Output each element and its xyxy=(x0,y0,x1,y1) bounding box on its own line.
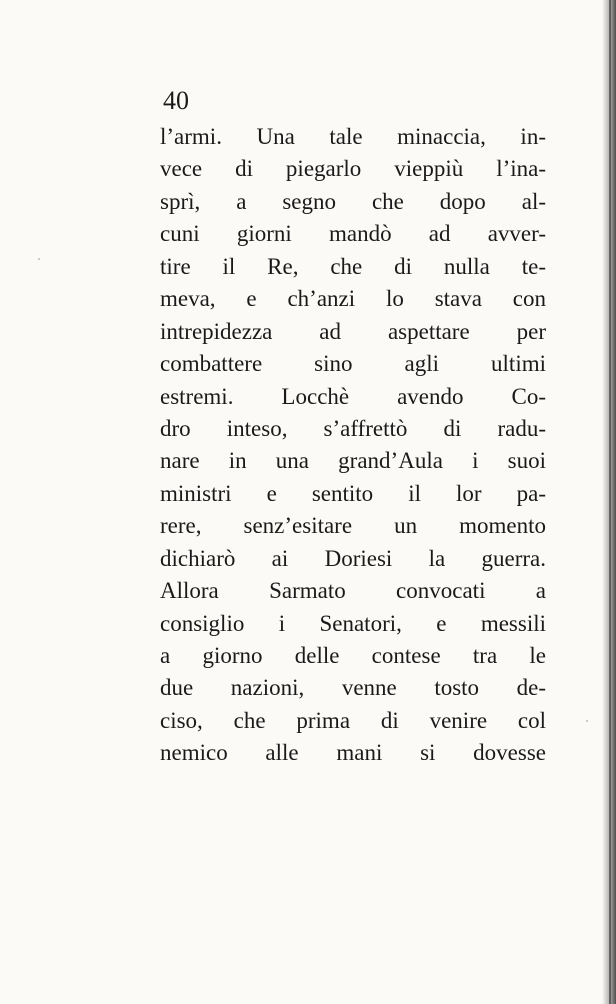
text-line: l’armi. Una tale minaccia, in- xyxy=(160,124,546,149)
text-line: nemico alle mani si dovesse xyxy=(160,740,546,766)
text-line: dichiarò ai Doriesi la guerra. xyxy=(160,545,546,571)
text-line: ministri e sentito il lor pa- xyxy=(160,480,546,506)
text-line: meva, e ch’anzi lo stava con xyxy=(160,286,546,312)
text-line: sprì, a segno che dopo al- xyxy=(160,188,546,214)
text-line: Allora Sarmato convocati a xyxy=(160,578,546,604)
paper-speck xyxy=(38,258,40,260)
text-line: consiglio i Senatori, e messili xyxy=(160,610,546,636)
text-line: estremi. Locchè avendo Co- xyxy=(160,383,546,409)
text-line: rere, senz’esitare un momento xyxy=(160,513,546,539)
text-line: intrepidezza ad aspettare per xyxy=(160,318,546,344)
page-number: 40 xyxy=(163,86,189,115)
text-line: vece di piegarlo vieppiù l’ina- xyxy=(160,156,546,182)
paper-speck xyxy=(586,720,588,722)
text-line: cuni giorni mandò ad avver- xyxy=(160,221,546,247)
text-line: tire il Re, che di nulla te- xyxy=(160,253,546,279)
text-line: a giorno delle contese tra le xyxy=(160,643,546,668)
page-edge-line xyxy=(609,0,611,1004)
text-line: dro inteso, s’affrettò di radu- xyxy=(160,415,546,441)
text-line: combattere sino agli ultimi xyxy=(160,351,546,377)
text-line: nare in una grand’Aula i suoi xyxy=(160,448,546,474)
text-line: due nazioni, venne tosto de- xyxy=(160,675,546,701)
text-line: ciso, che prima di venire col xyxy=(160,707,546,733)
body-text xyxy=(160,121,546,770)
